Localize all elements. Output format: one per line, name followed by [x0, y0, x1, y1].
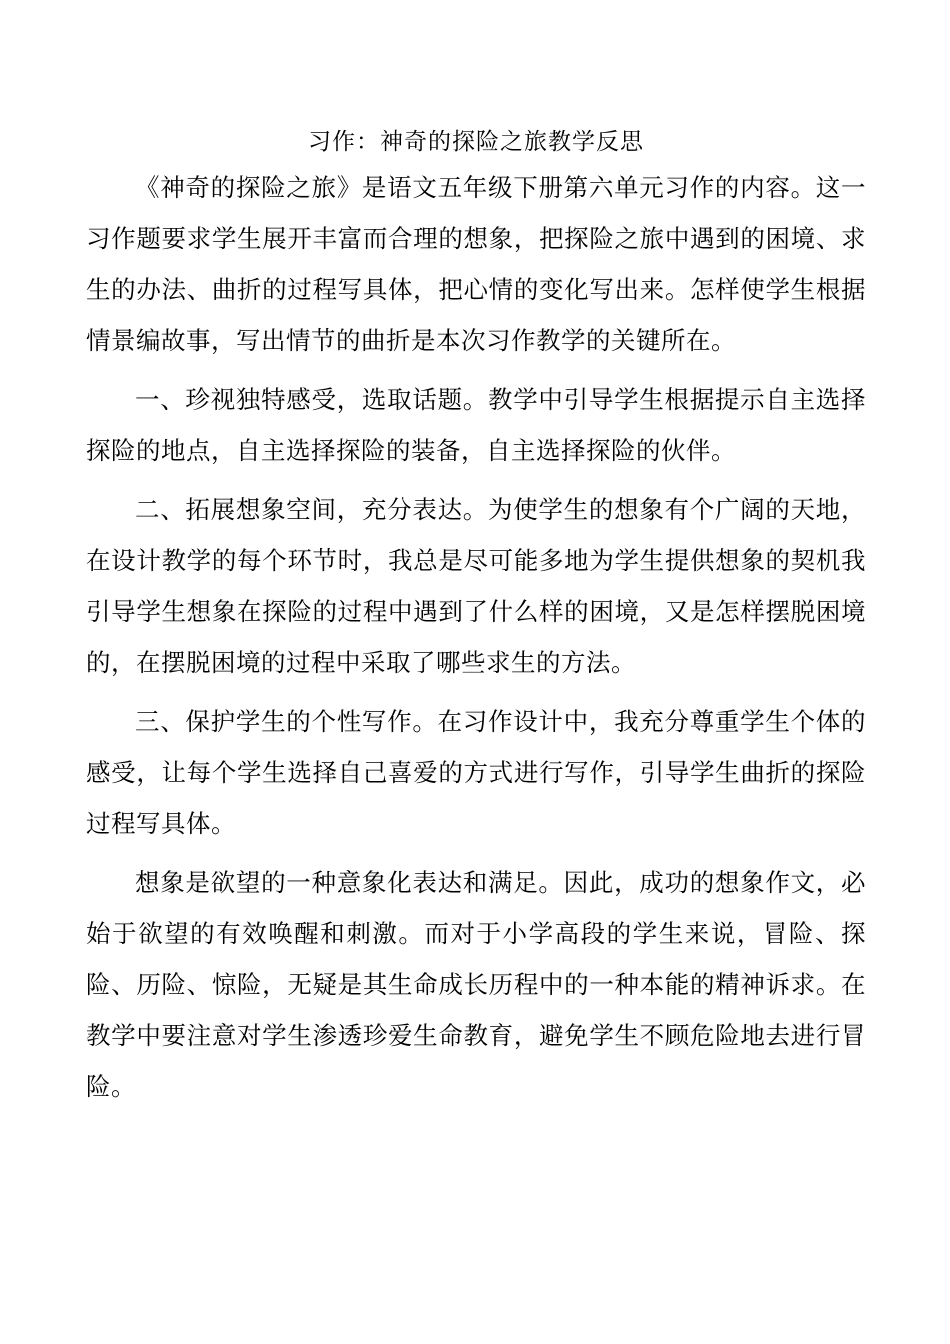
paragraph-point-two: 二、拓展想象空间，充分表达。为使学生的想象有个广阔的天地，在设计教学的每个环节时，我总是尽可能多地为学生提供想象的契机我引导学生想象在探险的过程中遇到了什么样的困境，又是怎样摆脱困境的，在摆脱困境的过程中采取了哪些求生的方法。 — [86, 495, 866, 677]
paragraph-point-three: 三、保护学生的个性写作。在习作设计中，我充分尊重学生个体的感受，让每个学生选择自己喜爱的方式进行写作，引导学生曲折的探险过程写具体。 — [86, 707, 866, 838]
paragraph-intro: 《神奇的探险之旅》是语文五年级下册第六单元习作的内容。这一习作题要求学生展开丰富而合理的想象，把探险之旅中遇到的困境、求生的办法、曲折的过程写具体，把心情的变化写出来。怎样使学生根据情景编故事，写出情节的曲折是本次习作教学的关键所在。 — [86, 173, 866, 355]
paragraph-conclusion: 想象是欲望的一种意象化表达和满足。因此，成功的想象作文，必始于欲望的有效唤醒和刺激。而对于小学高段的学生来说，冒险、探险、历险、惊险，无疑是其生命成长历程中的一种本能的精神诉求。在教学中要注意对学生渗透珍爱生命教育，避免学生不顾危险地去进行冒险。 — [86, 868, 866, 1101]
paragraph-point-one: 一、珍视独特感受，选取话题。教学中引导学生根据提示自主选择探险的地点，自主选择探险的装备，自主选择探险的伙伴。 — [86, 385, 866, 465]
document-title: 习作：神奇的探险之旅教学反思 — [308, 129, 644, 155]
document-body — [86, 122, 866, 1112]
